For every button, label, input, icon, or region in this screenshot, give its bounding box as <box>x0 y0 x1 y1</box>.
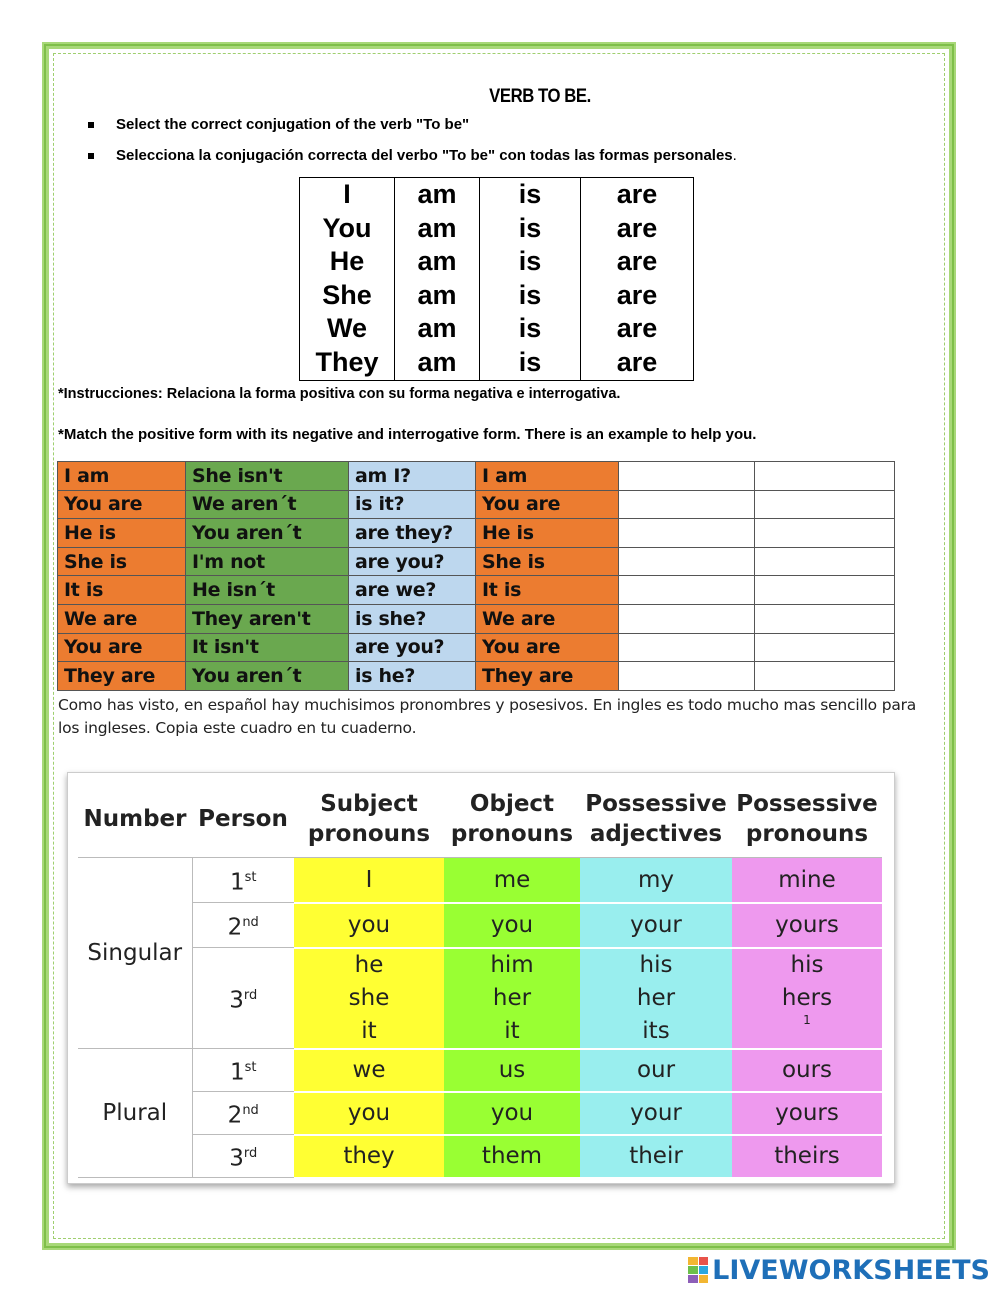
object-cell: them <box>444 1135 580 1178</box>
subject-pronoun-cell: We <box>300 312 395 346</box>
row-plural-2nd <box>78 1092 882 1135</box>
subject-cell: she <box>294 982 444 1015</box>
tobe-row <box>300 312 694 346</box>
logo-text: LIVEWORKSHEETS <box>712 1254 990 1286</box>
verb-option-cell[interactable]: is <box>480 279 581 313</box>
header-object-pronouns: Object pronouns <box>444 781 580 858</box>
verb-option-cell[interactable]: are <box>581 178 694 212</box>
instruction-bullets <box>88 114 737 176</box>
label-plural: Plural <box>78 1049 192 1178</box>
tobe-row <box>300 178 694 212</box>
page-title: VERB TO BE. <box>489 86 591 107</box>
possessive-adjective-cell: your <box>580 1092 732 1135</box>
row-plural-1st <box>78 1049 882 1092</box>
label-singular: Singular <box>78 858 192 1049</box>
subject-cell: it <box>294 1014 444 1048</box>
answer-negative-dropzone[interactable] <box>619 576 755 605</box>
possessive-pronoun-cell: theirs <box>732 1135 882 1178</box>
positive-form-cell: He is <box>58 519 186 548</box>
possessive-pronoun-cell: his <box>732 948 882 982</box>
answer-interrogative-dropzone[interactable] <box>755 662 895 691</box>
tobe-row <box>300 346 694 380</box>
interrogative-form-cell[interactable]: are we? <box>349 576 476 605</box>
pronouns-header-row <box>78 781 882 858</box>
liveworksheets-logo[interactable] <box>688 1254 990 1286</box>
possessive-pronoun-cell: ours <box>732 1049 882 1092</box>
object-cell: it <box>444 1014 580 1048</box>
possessive-adjective-cell: our <box>580 1049 732 1092</box>
positive-form-cell: It is <box>58 576 186 605</box>
interrogative-form-cell[interactable]: are you? <box>349 633 476 662</box>
person-cell: 1st <box>192 1049 294 1092</box>
pronouns-chart <box>67 772 895 1184</box>
positive-answer-cell: You are <box>476 490 619 519</box>
interrogative-form-cell[interactable]: are you? <box>349 547 476 576</box>
header-possessive-adjectives: Possessive adjectives <box>580 781 732 858</box>
possessive-pronoun-cell: yours <box>732 1092 882 1135</box>
object-cell: me <box>444 858 580 903</box>
positive-form-cell: She is <box>58 547 186 576</box>
person-cell: 2nd <box>192 903 294 948</box>
possessive-adjective-cell: its <box>580 1014 732 1048</box>
match-row <box>58 547 895 576</box>
instructions-english: *Match the positive form with its negative and interrogative form. There is an example to help you. <box>58 426 757 443</box>
answer-interrogative-dropzone[interactable] <box>755 462 895 491</box>
answer-interrogative-dropzone[interactable] <box>755 547 895 576</box>
person-cell: 2nd <box>192 1092 294 1135</box>
subject-cell: they <box>294 1135 444 1178</box>
answer-negative-dropzone[interactable] <box>619 462 755 491</box>
subject-pronoun-cell: I <box>300 178 395 212</box>
interrogative-form-cell[interactable]: are they? <box>349 519 476 548</box>
subject-cell: I <box>294 858 444 903</box>
answer-interrogative-dropzone[interactable] <box>755 490 895 519</box>
instructions-spanish: *Instrucciones: Relaciona la forma positiva con su forma negativa e interrogativa. <box>58 386 621 402</box>
positive-answer-cell: We are <box>476 604 619 633</box>
match-row <box>58 576 895 605</box>
header-number: Number <box>78 781 192 858</box>
negative-form-cell[interactable]: You aren´t <box>186 662 349 691</box>
negative-form-cell[interactable]: We aren´t <box>186 490 349 519</box>
verb-option-cell[interactable]: are <box>581 279 694 313</box>
negative-form-cell[interactable]: She isn't <box>186 462 349 491</box>
subject-pronoun-cell: She <box>300 279 395 313</box>
positive-form-cell: We are <box>58 604 186 633</box>
answer-negative-dropzone[interactable] <box>619 490 755 519</box>
verb-option-cell[interactable]: are <box>581 346 694 380</box>
answer-interrogative-dropzone[interactable] <box>755 604 895 633</box>
possessive-adjective-cell: their <box>580 1135 732 1178</box>
verb-option-cell[interactable]: am <box>395 312 480 346</box>
interrogative-form-cell[interactable]: am I? <box>349 462 476 491</box>
possessive-pronoun-cell <box>732 1014 882 1048</box>
answer-negative-dropzone[interactable] <box>619 519 755 548</box>
possessive-pronoun-cell: yours <box>732 903 882 948</box>
answer-negative-dropzone[interactable] <box>619 662 755 691</box>
verb-option-cell[interactable]: is <box>480 212 581 246</box>
interrogative-form-cell[interactable]: is she? <box>349 604 476 633</box>
verb-option-cell[interactable]: is <box>480 312 581 346</box>
possessive-pronoun-cell: hers <box>732 982 882 1015</box>
answer-interrogative-dropzone[interactable] <box>755 519 895 548</box>
header-possessive-pronouns: Possessive pronouns <box>732 781 882 858</box>
positive-answer-cell: It is <box>476 576 619 605</box>
object-cell: us <box>444 1049 580 1092</box>
verb-option-cell[interactable]: are <box>581 245 694 279</box>
negative-form-cell[interactable]: I'm not <box>186 547 349 576</box>
object-cell: him <box>444 948 580 982</box>
explanation-paragraph: Como has visto, en español hay muchisimos pronombres y posesivos. En ingles es todo mucho mas sencillo para los ingleses. Copia este cuadro en tu cuaderno. <box>58 696 917 737</box>
bullet-spanish: Selecciona la conjugación correcta del verbo "To be" con todas las formas personales. <box>88 145 737 176</box>
verb-option-cell[interactable]: are <box>581 312 694 346</box>
verb-option-cell[interactable]: is <box>480 178 581 212</box>
person-cell: 1st <box>192 858 294 903</box>
liveworksheets-icon <box>688 1257 708 1283</box>
answer-interrogative-dropzone[interactable] <box>755 633 895 662</box>
subject-cell: you <box>294 1092 444 1135</box>
tobe-row <box>300 212 694 246</box>
positive-answer-cell: She is <box>476 547 619 576</box>
row-plural-3rd <box>78 1135 882 1178</box>
positive-answer-cell: He is <box>476 519 619 548</box>
positive-answer-cell: You are <box>476 633 619 662</box>
negative-form-cell[interactable]: He isn´t <box>186 576 349 605</box>
tobe-row <box>300 245 694 279</box>
match-row <box>58 604 895 633</box>
subject-cell: we <box>294 1049 444 1092</box>
match-row <box>58 662 895 691</box>
possessive-adjective-cell: my <box>580 858 732 903</box>
header-subject-pronouns: Subject pronouns <box>294 781 444 858</box>
interrogative-form-cell[interactable]: is it? <box>349 490 476 519</box>
positive-form-cell: You are <box>58 490 186 519</box>
verb-to-be-table <box>299 177 694 381</box>
positive-form-cell: They are <box>58 662 186 691</box>
verb-option-cell[interactable]: is <box>480 346 581 380</box>
person-cell: 3rd <box>192 948 294 1049</box>
answer-negative-dropzone[interactable] <box>619 547 755 576</box>
subject-pronoun-cell: They <box>300 346 395 380</box>
verb-option-cell[interactable]: am <box>395 178 480 212</box>
possessive-adjective-cell: her <box>580 982 732 1015</box>
verb-option-cell[interactable]: is <box>480 245 581 279</box>
possessive-adjective-cell: your <box>580 903 732 948</box>
match-row <box>58 519 895 548</box>
row-singular-1st <box>78 858 882 903</box>
answer-negative-dropzone[interactable] <box>619 633 755 662</box>
answer-negative-dropzone[interactable] <box>619 604 755 633</box>
object-cell: you <box>444 1092 580 1135</box>
subject-cell: he <box>294 948 444 982</box>
positive-form-cell: I am <box>58 462 186 491</box>
bullet-english: Select the correct conjugation of the verb "To be" <box>88 114 737 145</box>
object-cell: her <box>444 982 580 1015</box>
match-row <box>58 462 895 491</box>
subject-pronoun-cell: He <box>300 245 395 279</box>
verb-option-cell[interactable]: am <box>395 212 480 246</box>
row-singular-3rd <box>78 948 882 982</box>
match-row <box>58 633 895 662</box>
positive-answer-cell: They are <box>476 662 619 691</box>
verb-option-cell[interactable]: am <box>395 346 480 380</box>
answer-interrogative-dropzone[interactable] <box>755 576 895 605</box>
footnote-mark: 1 <box>803 1013 811 1028</box>
subject-pronoun-cell: You <box>300 212 395 246</box>
negative-form-cell[interactable]: They aren't <box>186 604 349 633</box>
row-singular-2nd <box>78 903 882 948</box>
negative-form-cell[interactable]: It isn't <box>186 633 349 662</box>
verb-option-cell[interactable]: am <box>395 245 480 279</box>
verb-option-cell[interactable]: am <box>395 279 480 313</box>
positive-form-cell: You are <box>58 633 186 662</box>
person-cell: 3rd <box>192 1135 294 1178</box>
negative-form-cell[interactable]: You aren´t <box>186 519 349 548</box>
tobe-row <box>300 279 694 313</box>
object-cell: you <box>444 903 580 948</box>
pronouns-table <box>78 781 882 1179</box>
possessive-adjective-cell: his <box>580 948 732 982</box>
interrogative-form-cell[interactable]: is he? <box>349 662 476 691</box>
match-row <box>58 490 895 519</box>
positive-answer-cell: I am <box>476 462 619 491</box>
possessive-pronoun-cell: mine <box>732 858 882 903</box>
verb-option-cell[interactable]: are <box>581 212 694 246</box>
header-person: Person <box>192 781 294 858</box>
subject-cell: you <box>294 903 444 948</box>
matching-table <box>57 461 895 691</box>
